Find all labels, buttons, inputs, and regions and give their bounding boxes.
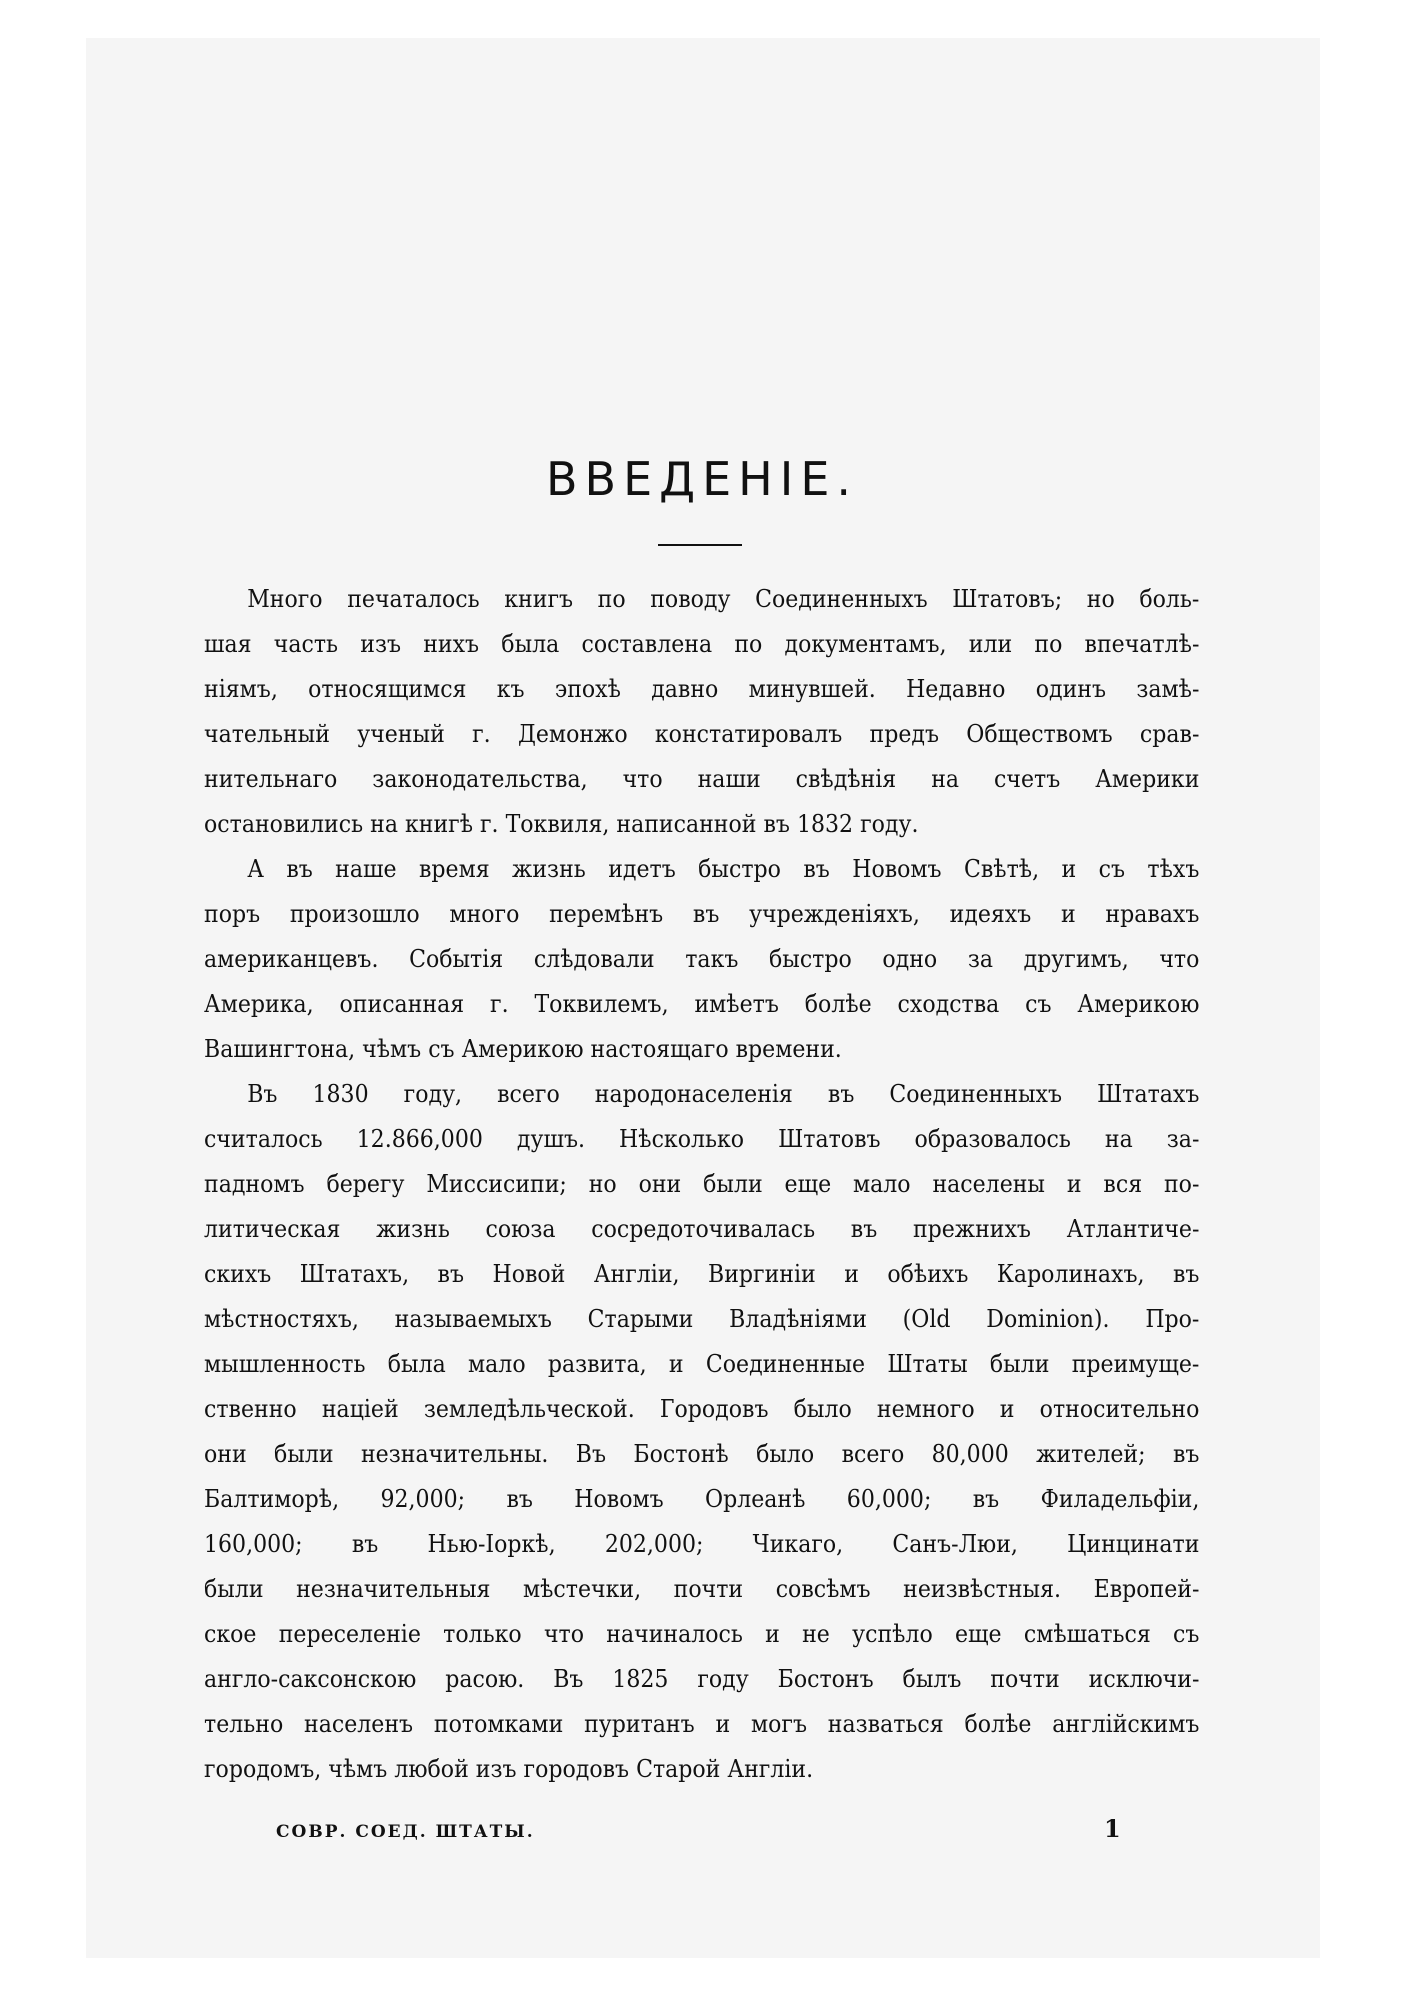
text-line: мѣстностяхъ, называемыхъ Старыми Владѣніями (Old Dominion). Про- (204, 1304, 1200, 1333)
body-text (204, 576, 1200, 1791)
paragraph-2 (204, 846, 1200, 1071)
title-rule (658, 544, 742, 546)
text-line: ніямъ, относящимся къ эпохѣ давно минувшей. Недавно одинъ замѣ- (204, 674, 1200, 703)
text-line: ское переселеніе только что начиналось и не успѣло еще смѣшаться съ (204, 1619, 1200, 1648)
text-line: Балтиморѣ, 92,000; въ Новомъ Орлеанѣ 60,000; въ Филадельфіи, (204, 1484, 1200, 1513)
text-line: тельно населенъ потомками пуританъ и могъ назваться болѣе англійскимъ (204, 1709, 1200, 1738)
chapter-title: ВВЕДЕНІЕ. (545, 452, 859, 506)
text-line: мышленность была мало развита, и Соединенные Штаты были преимуще- (204, 1349, 1200, 1378)
signature-mark: СОВР. СОЕД. ШТАТЫ. (276, 1822, 535, 1842)
paragraph-3 (204, 1071, 1200, 1791)
text-line: были незначительныя мѣстечки, почти совсѣмъ неизвѣстныя. Европей- (204, 1574, 1200, 1603)
text-line: городомъ, чѣмъ любой изъ городовъ Старой Англіи. (204, 1754, 814, 1783)
text-line: ственно націей земледѣльческой. Городовъ было немного и относительно (204, 1394, 1200, 1423)
text-line: Много печаталось книгъ по поводу Соединенныхъ Штатовъ; но боль- (247, 584, 1200, 613)
text-line: чательный ученый г. Демонжо констатировалъ предъ Обществомъ срав- (204, 719, 1200, 748)
text-line: скихъ Штатахъ, въ Новой Англіи, Виргиніи и обѣихъ Каролинахъ, въ (204, 1259, 1200, 1288)
text-line: считалось 12.866,000 душъ. Нѣсколько Штатовъ образовалось на за- (204, 1124, 1200, 1153)
text-line: шая часть изъ нихъ была составлена по документамъ, или по впечатлѣ- (204, 629, 1200, 658)
text-line: падномъ берегу Миссисипи; но они были еще мало населены и вся по- (204, 1169, 1200, 1198)
text-line: поръ произошло много перемѣнъ въ учрежденіяхъ, идеяхъ и нравахъ (204, 899, 1200, 928)
paragraph-1 (204, 576, 1200, 846)
text-line: Вашингтона, чѣмъ съ Америкою настоящаго времени. (204, 1034, 842, 1063)
text-line: Америка, описанная г. Токвилемъ, имѣетъ болѣе сходства съ Америкою (204, 989, 1200, 1018)
text-line: англо-саксонскою расою. Въ 1825 году Бостонъ былъ почти исключи- (204, 1664, 1200, 1693)
text-line: 160,000; въ Нью-Іоркѣ, 202,000; Чикаго, Санъ-Люи, Цинцинати (204, 1529, 1200, 1558)
page-number: 1 (1104, 1814, 1121, 1843)
text-line: они были незначительны. Въ Бостонѣ было всего 80,000 жителей; въ (204, 1439, 1200, 1468)
text-line: А въ наше время жизнь идетъ быстро въ Новомъ Свѣтѣ, и съ тѣхъ (247, 854, 1200, 883)
text-line: литическая жизнь союза сосредоточивалась въ прежнихъ Атлантиче- (204, 1214, 1200, 1243)
text-line: остановились на книгѣ г. Токвиля, написанной въ 1832 году. (204, 809, 919, 838)
text-line: американцевъ. Событія слѣдовали такъ быстро одно за другимъ, что (204, 944, 1200, 973)
text-line: Въ 1830 году, всего народонаселенія въ Соединенныхъ Штатахъ (247, 1079, 1200, 1108)
text-line: нительнаго законодательства, что наши свѣдѣнія на счетъ Америки (204, 764, 1200, 793)
